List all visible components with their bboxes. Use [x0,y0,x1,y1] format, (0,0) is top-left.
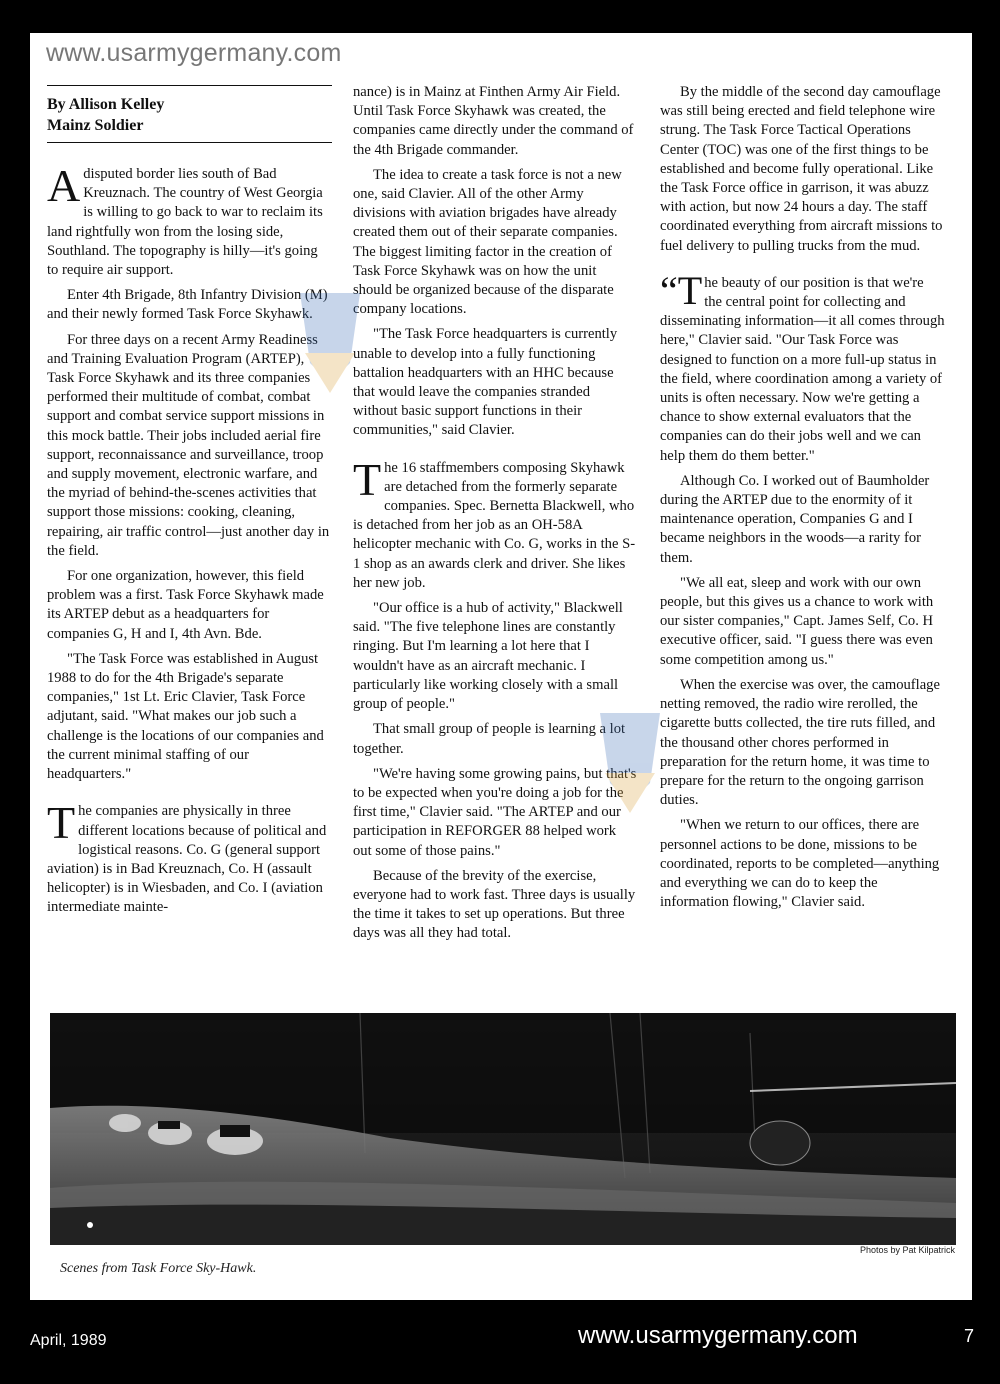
photo-caption: Scenes from Task Force Sky-Hawk. [60,1261,257,1276]
paragraph-text: he 16 staffmembers composing Skyhawk are detached from the formerly separate companies. Spec. Bernetta Blackwell, who is detached from her job as an OH-58A helicopter mechanic with Co. G, works in the S-1 shop as an awards clerk and driver. She likes her new job. [353,459,636,591]
paragraph: Enter 4th Brigade, 8th Infantry Division (M) and their newly formed Task Force Skyhawk. [47,287,328,323]
byline-author: By Allison Kelley [47,96,165,113]
paragraph: The idea to create a task force is not a new one, said Clavier. All of the other Army divisions with aviation brigades have already created them out of their separate companies. The biggest limiting factor in the creation of Task Force Skyhawk was on how the unit should be organized because of the disparate company locations. [353,166,622,318]
paragraph [47,797,332,917]
drop-cap: T [353,453,382,505]
paragraph: "When we return to our offices, there are personnel actions to be done, missions to be coordinated, reports to be completed—anything and everything we can do to keep the information flowing," Clavier said. [660,817,940,911]
paragraph: "The Task Force was established in August 1988 to do for the 4th Brigade's separate companies," 1st Lt. Eric Clavier, Task Force adjutant, said. "What makes our job such a challenge is the locations of our companies and the current minimal staffing of our headquarters." [47,650,324,783]
paragraph: "We all eat, sleep and work with our own people, but this gives us a chance to work with our sister companies," Capt. James Self, Co. H executive officer, said. "I guess there was even some competition among us." [660,574,934,668]
paragraph: By the middle of the second day camouflage was still being erected and field telephone wire strung. The Task Force Tactical Operations Center (TOC) was one of the first things to be established and become fully operational. Like the Task Force office in garrison, it was abuzz with action, but now 24 hours a day. The staff coordinated everything from aircraft missions to fuel delivery to pulling trucks from the mud. [660,84,943,254]
paragraph [353,453,638,593]
photo-credit: Photos by Pat Kilpatrick [859,1245,955,1255]
column-2 [353,83,638,950]
footer-site-link[interactable]: www.usarmygermany.com [578,1322,858,1349]
paragraph: For one organization, however, this field problem was a first. Task Force Skyhawk made its ARTEP debut as a headquarters for companies G, H and I, 4th Avn. Bde. [47,568,324,642]
byline-rule-top [47,85,332,86]
column-1 [47,85,332,924]
site-watermark: www.usarmygermany.com [46,39,342,67]
paragraph: For three days on a recent Army Readiness and Training Evaluation Program (ARTEP), Task Force Skyhawk and its three companies performed their multitude of combat, combat support and combat service support missions in this mock battle. Their jobs included aerial fire support, reconnaissance and surveillance, troop and supply movement, electronic warfare, and the myriad of behind-the-scenes activities that support those missions: cooking, cleaning, repairing, air traffic control—just another day in the field. [47,331,330,559]
drop-cap: T [47,797,76,849]
paragraph: That small group of people is learning a lot together. [353,721,626,757]
helicopter-photo [50,1013,956,1245]
paragraph [660,267,945,466]
paragraph: Although Co. I worked out of Baumholder during the ARTEP due to the enormity of it maintenance operation, Companies G and I became neighbors in the woods—a rarity for them. [660,472,930,566]
byline-publication: Mainz Soldier [47,117,144,134]
paragraph: Because of the brevity of the exercise, everyone had to work fast. Three days is usually the time it takes to set up operations. But three days was all they had total. [353,867,636,942]
paragraph [47,160,332,280]
paragraph: When the exercise was over, the camouflage netting removed, the radio wire rerolled, the cigarette butts collected, the tire ruts filled, and the thousand other chores performed in preparation for the return home, it was time to prepare for the return to the ongoing garrison duties. [660,676,940,809]
paragraph: "We're having some growing pains, but that's to be expected when you're doing a job for the first time," Clavier said. "The ARTEP and our participation in REFORGER 88 helped work out some of those pains." [353,765,637,859]
paragraph-text: he beauty of our position is that we're the central point for collecting and disseminating information—it all comes through here," Clavier said. "Our Task Force was designed to function on a more full-up status in the field, where coordination among a variety of units is often necessary. Now we're getting a chance to show external evaluators that the companies can do their jobs well and we can help them do them better." [660,274,945,464]
drop-cap: A [47,160,81,211]
drop-cap: “T [660,267,703,313]
issue-date: April, 1989 [30,1332,107,1349]
page-number: 7 [964,1326,975,1346]
paragraph: "The Task Force headquarters is currently unable to develop into a fully functioning battalion headquarters with an HHC because that would leave the companies stranded without basic support functions in their communities," said Clavier. [353,326,618,439]
column-3 [660,83,945,918]
paragraph-text: disputed border lies south of Bad Kreuznach. The country of West Georgia is willing to go back to war to reclaim its land rightfully won from the losing side, Southland. The topography is hilly—it's going to require air support. [47,166,323,279]
photo-illustration [50,1013,956,1245]
article-page [30,33,972,1300]
paragraph: nance) is in Mainz at Finthen Army Air Field. Until Task Force Skyhawk was created, the companies came directly under the command of the 4th Brigade commander. [353,84,634,158]
paragraph: "Our office is a hub of activity," Blackwell said. "The five telephone lines are constantly ringing. But I'm learning a lot here that I wouldn't have as an aircraft mechanic. I particularly like working closely with a small group of people." [353,600,623,713]
paragraph-text: he companies are physically in three different locations because of political and logistical reasons. Co. G (general support aviation) is in Bad Kreuznach, Co. H (assault helicopter) is in Wiesbaden, and Co. I (aviation intermediate mainte- [47,803,327,916]
byline-rule-bottom [47,142,332,143]
